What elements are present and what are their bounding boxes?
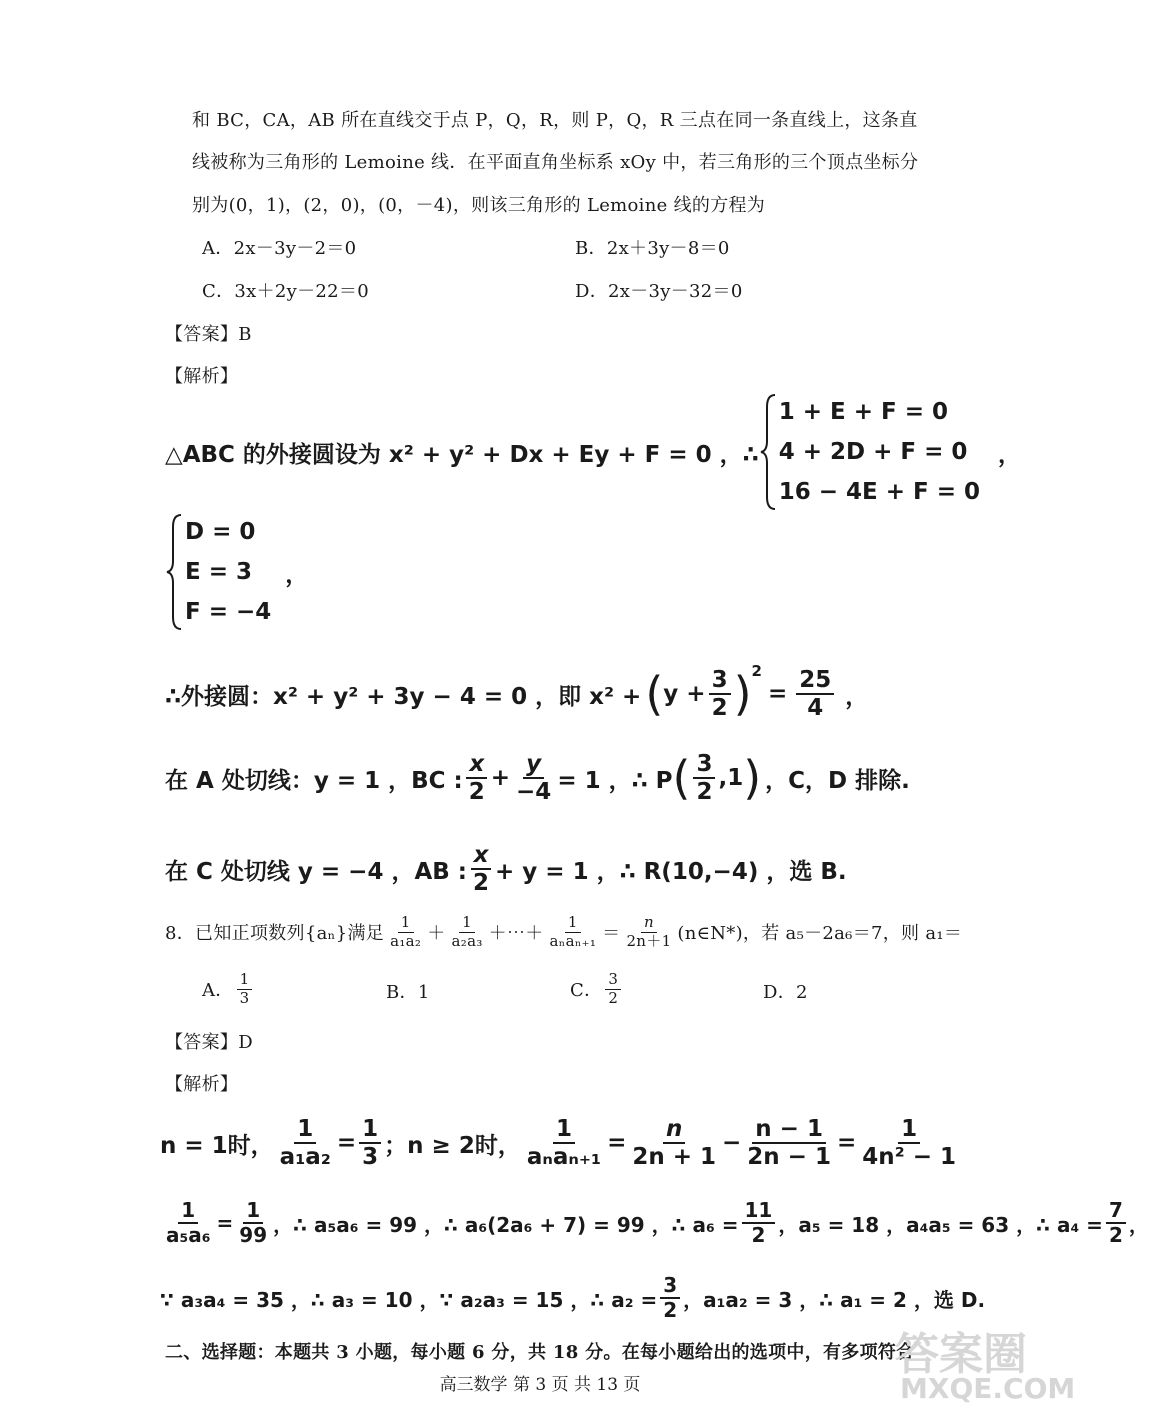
q7-system-1-eq3: 16 − 4E + F = 0 bbox=[778, 479, 980, 505]
q7-option-d: D．2x－3y－32＝0 bbox=[575, 281, 743, 302]
paren-right: ) bbox=[733, 667, 752, 721]
q8-s2-text-2: ，a₅ = 18 ，a₄a₅ = 63 ，∴ a₄ = bbox=[778, 1212, 1103, 1237]
q7-solution-line-1 bbox=[165, 392, 1021, 512]
fraction: $\frac{3}{2}$ bbox=[605, 971, 621, 1007]
q7-sol4-text: 在 A 处切线：y = 1 ，BC : bbox=[165, 767, 463, 794]
q7-sol4-point-tail: ,1 bbox=[718, 765, 744, 791]
fraction: $\frac{1}{3}$ bbox=[359, 1116, 381, 1171]
q8-answer: 【答案】D bbox=[165, 1032, 253, 1053]
fraction: $\frac{1}{\text{4n² − 1}}$ bbox=[862, 1115, 956, 1170]
q7-answer: 【答案】B bbox=[165, 324, 252, 345]
q8-solution-line-3 bbox=[160, 1268, 985, 1328]
fraction: $\frac{3}{2}$ bbox=[709, 667, 731, 722]
minus-sign: − bbox=[722, 1130, 742, 1156]
comma: ， bbox=[1128, 1212, 1149, 1237]
fraction: $\frac{3}{2}$ bbox=[660, 1274, 680, 1322]
q8-solution-line-2: $\frac{1}{\text{a₅a₆}}$ = $\frac{1}{99}$ ，∴ a₅a₆ = 99 ，∴ a₆(2a₆ + 7) = 99 ，∴ a₆ = $\frac{11}{2}$ ，a₅ = 18 ，a₄a₅ = 63 ，∴ a₄ = $\frac{7}{2}$ ， bbox=[160, 1190, 1149, 1256]
q8-stem: 8．已知正项数列{aₙ}满足 $\frac{1}{\text{a₁a₂}}$ ＋ $\frac{1}{\text{a₂a₃}}$ ＋⋯＋ $\frac{1}{\text{aₙaₙ₊₁}}$ ＝ $\frac{n}{2n+1}$ (n∈N*)，若 a₅－2a₆＝7，则 a₁＝ bbox=[165, 913, 963, 950]
fraction: $\frac{1}{3}$ bbox=[237, 971, 253, 1007]
q7-sol3-paren-content: y + bbox=[663, 681, 706, 707]
left-brace-icon bbox=[165, 513, 185, 631]
q7-option-c: C．3x＋2y－22＝0 bbox=[202, 281, 369, 302]
q7-system-1-eq1: 1 + E + F = 0 bbox=[778, 399, 948, 425]
q7-line-3: 别为(0，1)，(2，0)，(0，－4)，则该三角形的 Lemoine 线的方程为 bbox=[192, 195, 766, 216]
q8-s2-text: ，∴ a₅a₆ = 99 ，∴ a₆(2a₆ + 7) = 99 ，∴ a₆ = bbox=[273, 1212, 739, 1237]
q7-system-2 bbox=[185, 512, 271, 632]
fraction: $\frac{1}{\text{a₂a₃}}$ bbox=[451, 913, 483, 950]
q7-sol2-comma: ， bbox=[285, 561, 309, 588]
exponent: 2 bbox=[751, 662, 762, 680]
q7-solution-line-2 bbox=[165, 512, 308, 632]
q7-sol4-suffix: ，C，D 排除. bbox=[765, 767, 910, 794]
equals-sign: = bbox=[836, 1130, 857, 1156]
q8-s3-text: ∵ a₃a₄ = 35 ，∴ a₃ = 10 ，∵ a₂a₃ = 15 ，∴ a₂ = bbox=[160, 1287, 658, 1312]
fraction: $\frac{y}{-4}$ bbox=[516, 750, 552, 805]
q7-sol4-mid: = 1 ，∴ P bbox=[557, 767, 673, 794]
fraction: $\frac{1}{\text{aₙaₙ₊₁}}$ bbox=[526, 1115, 602, 1170]
q7-solution-line-5 bbox=[165, 836, 847, 902]
fraction: $\frac{n}{2n+1}$ bbox=[626, 913, 672, 950]
fraction: $\frac{x}{2}$ bbox=[470, 842, 492, 897]
equals-sign: = bbox=[767, 681, 788, 707]
q8-option-d: D．2 bbox=[763, 982, 808, 1003]
q7-sol1-comma: ， bbox=[997, 441, 1021, 468]
q7-system-1-eq2: 4 + 2D + F = 0 bbox=[778, 439, 968, 465]
equals-sign: = bbox=[336, 1130, 357, 1156]
q7-system-2-eq3: F = −4 bbox=[185, 599, 272, 625]
paren-right: ) bbox=[743, 751, 762, 805]
fraction: $\frac{3}{2}$ bbox=[693, 751, 715, 806]
plus-sign: + bbox=[490, 765, 511, 791]
fraction: $\frac{1}{\text{a₁a₂}}$ bbox=[390, 913, 422, 950]
fraction: $\frac{1}{\text{aₙaₙ₊₁}}$ bbox=[549, 913, 597, 950]
fraction: $\frac{n - 1}{2n - 1}$ bbox=[747, 1115, 831, 1170]
fraction: $\frac{25}{4}$ bbox=[796, 667, 834, 722]
comma: ， bbox=[845, 683, 869, 710]
fraction: $\frac{1}{99}$ bbox=[239, 1198, 268, 1247]
fraction: $\frac{1}{\text{a₅a₆}}$ bbox=[166, 1198, 211, 1247]
q8-s3-text-2: ，a₁a₂ = 3 ，∴ a₁ = 2 ，选 D. bbox=[683, 1287, 986, 1312]
q7-sol5-suffix: + y = 1 ，∴ R(10,−4) ，选 B. bbox=[495, 858, 847, 885]
q7-solution-line-3 bbox=[165, 658, 868, 730]
q7-system-1 bbox=[779, 392, 980, 512]
watermark-logo: 答案圈 bbox=[895, 1329, 1027, 1380]
q8-solution-line-1 bbox=[160, 1108, 962, 1178]
q7-option-b: B．2x＋3y－8＝0 bbox=[575, 238, 730, 259]
fraction: $\frac{1}{\text{a₁a₂}}$ bbox=[279, 1115, 331, 1170]
q8-option-a: A． $\frac{1}{3}$ bbox=[202, 964, 255, 1014]
paren-left: ( bbox=[672, 751, 691, 805]
page-footer: 高三数学 第 3 页 共 13 页 bbox=[439, 1375, 641, 1395]
fraction: $\frac{7}{2}$ bbox=[1106, 1199, 1126, 1247]
q7-line-1: 和 BC，CA，AB 所在直线交于点 P，Q，R，则 P，Q，R 三点在同一条直线上，这条直 bbox=[192, 110, 918, 131]
q8-stem-suffix: (n∈N*)，若 a₅－2a₆＝7，则 a₁＝ bbox=[677, 923, 963, 944]
q7-solution-line-4 bbox=[165, 742, 910, 814]
q7-sol5-text: 在 C 处切线 y = −4 ，AB : bbox=[165, 858, 467, 885]
q7-option-a: A．2x－3y－2＝0 bbox=[202, 238, 357, 259]
q8-option-c: C． $\frac{3}{2}$ bbox=[570, 964, 624, 1014]
q7-system-2-eq1: D = 0 bbox=[185, 519, 256, 545]
fraction: $\frac{11}{2}$ bbox=[742, 1199, 776, 1247]
equals-sign: = bbox=[607, 1130, 627, 1156]
q8-s1-text: n = 1时， bbox=[160, 1132, 274, 1159]
q7-line-2: 线被称为三角形的 Lemoine 线．在平面直角坐标系 xOy 中，若三角形的三个顶点坐标分 bbox=[192, 152, 919, 173]
q8-analysis-label: 【解析】 bbox=[165, 1074, 239, 1095]
q7-sol1-text: △ABC 的外接圆设为 x² + y² + Dx + Ey + F = 0 ，∴ bbox=[165, 441, 759, 468]
section-2-heading: 二、选择题：本题共 3 小题，每小题 6 分，共 18 分。在每小题给出的选项中，有多项符合 bbox=[165, 1342, 915, 1363]
q7-system-2-eq2: E = 3 bbox=[185, 559, 253, 585]
q8-stem-prefix: 8．已知正项数列{aₙ}满足 bbox=[165, 923, 385, 944]
q7-analysis-label: 【解析】 bbox=[165, 366, 239, 387]
q7-sol3-text: ∴外接圆：x² + y² + 3y − 4 = 0 ，即 x² + bbox=[165, 683, 642, 710]
left-brace-icon bbox=[759, 393, 779, 511]
fraction: $\frac{n}{2n + 1}$ bbox=[632, 1115, 717, 1170]
q8-s1-text-2: ；n ≥ 2时， bbox=[384, 1132, 521, 1159]
fraction: $\frac{x}{2}$ bbox=[466, 751, 488, 806]
q8-option-b: B．1 bbox=[386, 982, 430, 1003]
paren-left: ( bbox=[645, 667, 664, 721]
ellipsis: ＋⋯＋ bbox=[488, 923, 544, 944]
watermark-url: MXQE.COM bbox=[900, 1372, 1076, 1405]
